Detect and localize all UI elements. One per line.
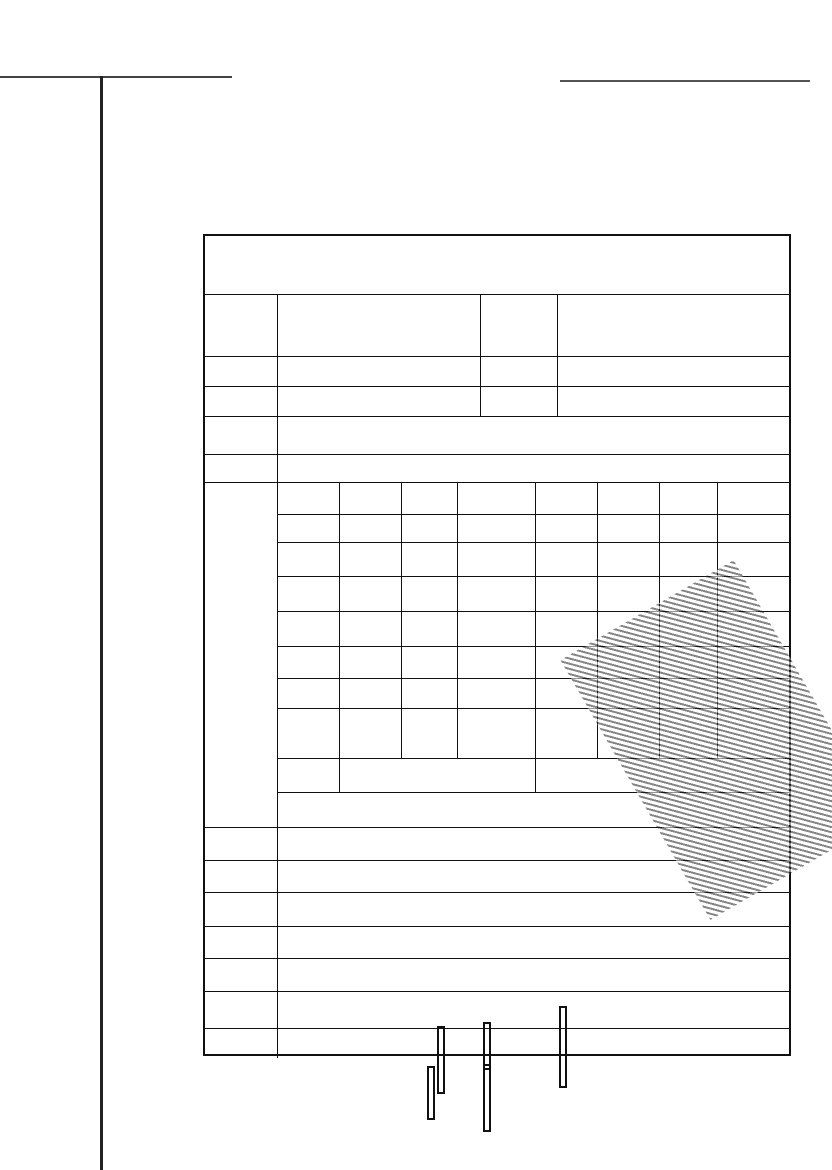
approval-stamp-e xyxy=(427,1066,435,1120)
approval-stamp-a xyxy=(437,1026,445,1094)
scan-top-line xyxy=(0,76,232,78)
approval-stamp-d xyxy=(483,1064,491,1132)
side-note-bottom xyxy=(118,570,178,870)
approval-stamp-c xyxy=(559,1006,567,1088)
approval-stamp-b xyxy=(483,1022,491,1070)
page-binding-edge xyxy=(100,76,103,1170)
scan-top-line xyxy=(560,80,810,82)
